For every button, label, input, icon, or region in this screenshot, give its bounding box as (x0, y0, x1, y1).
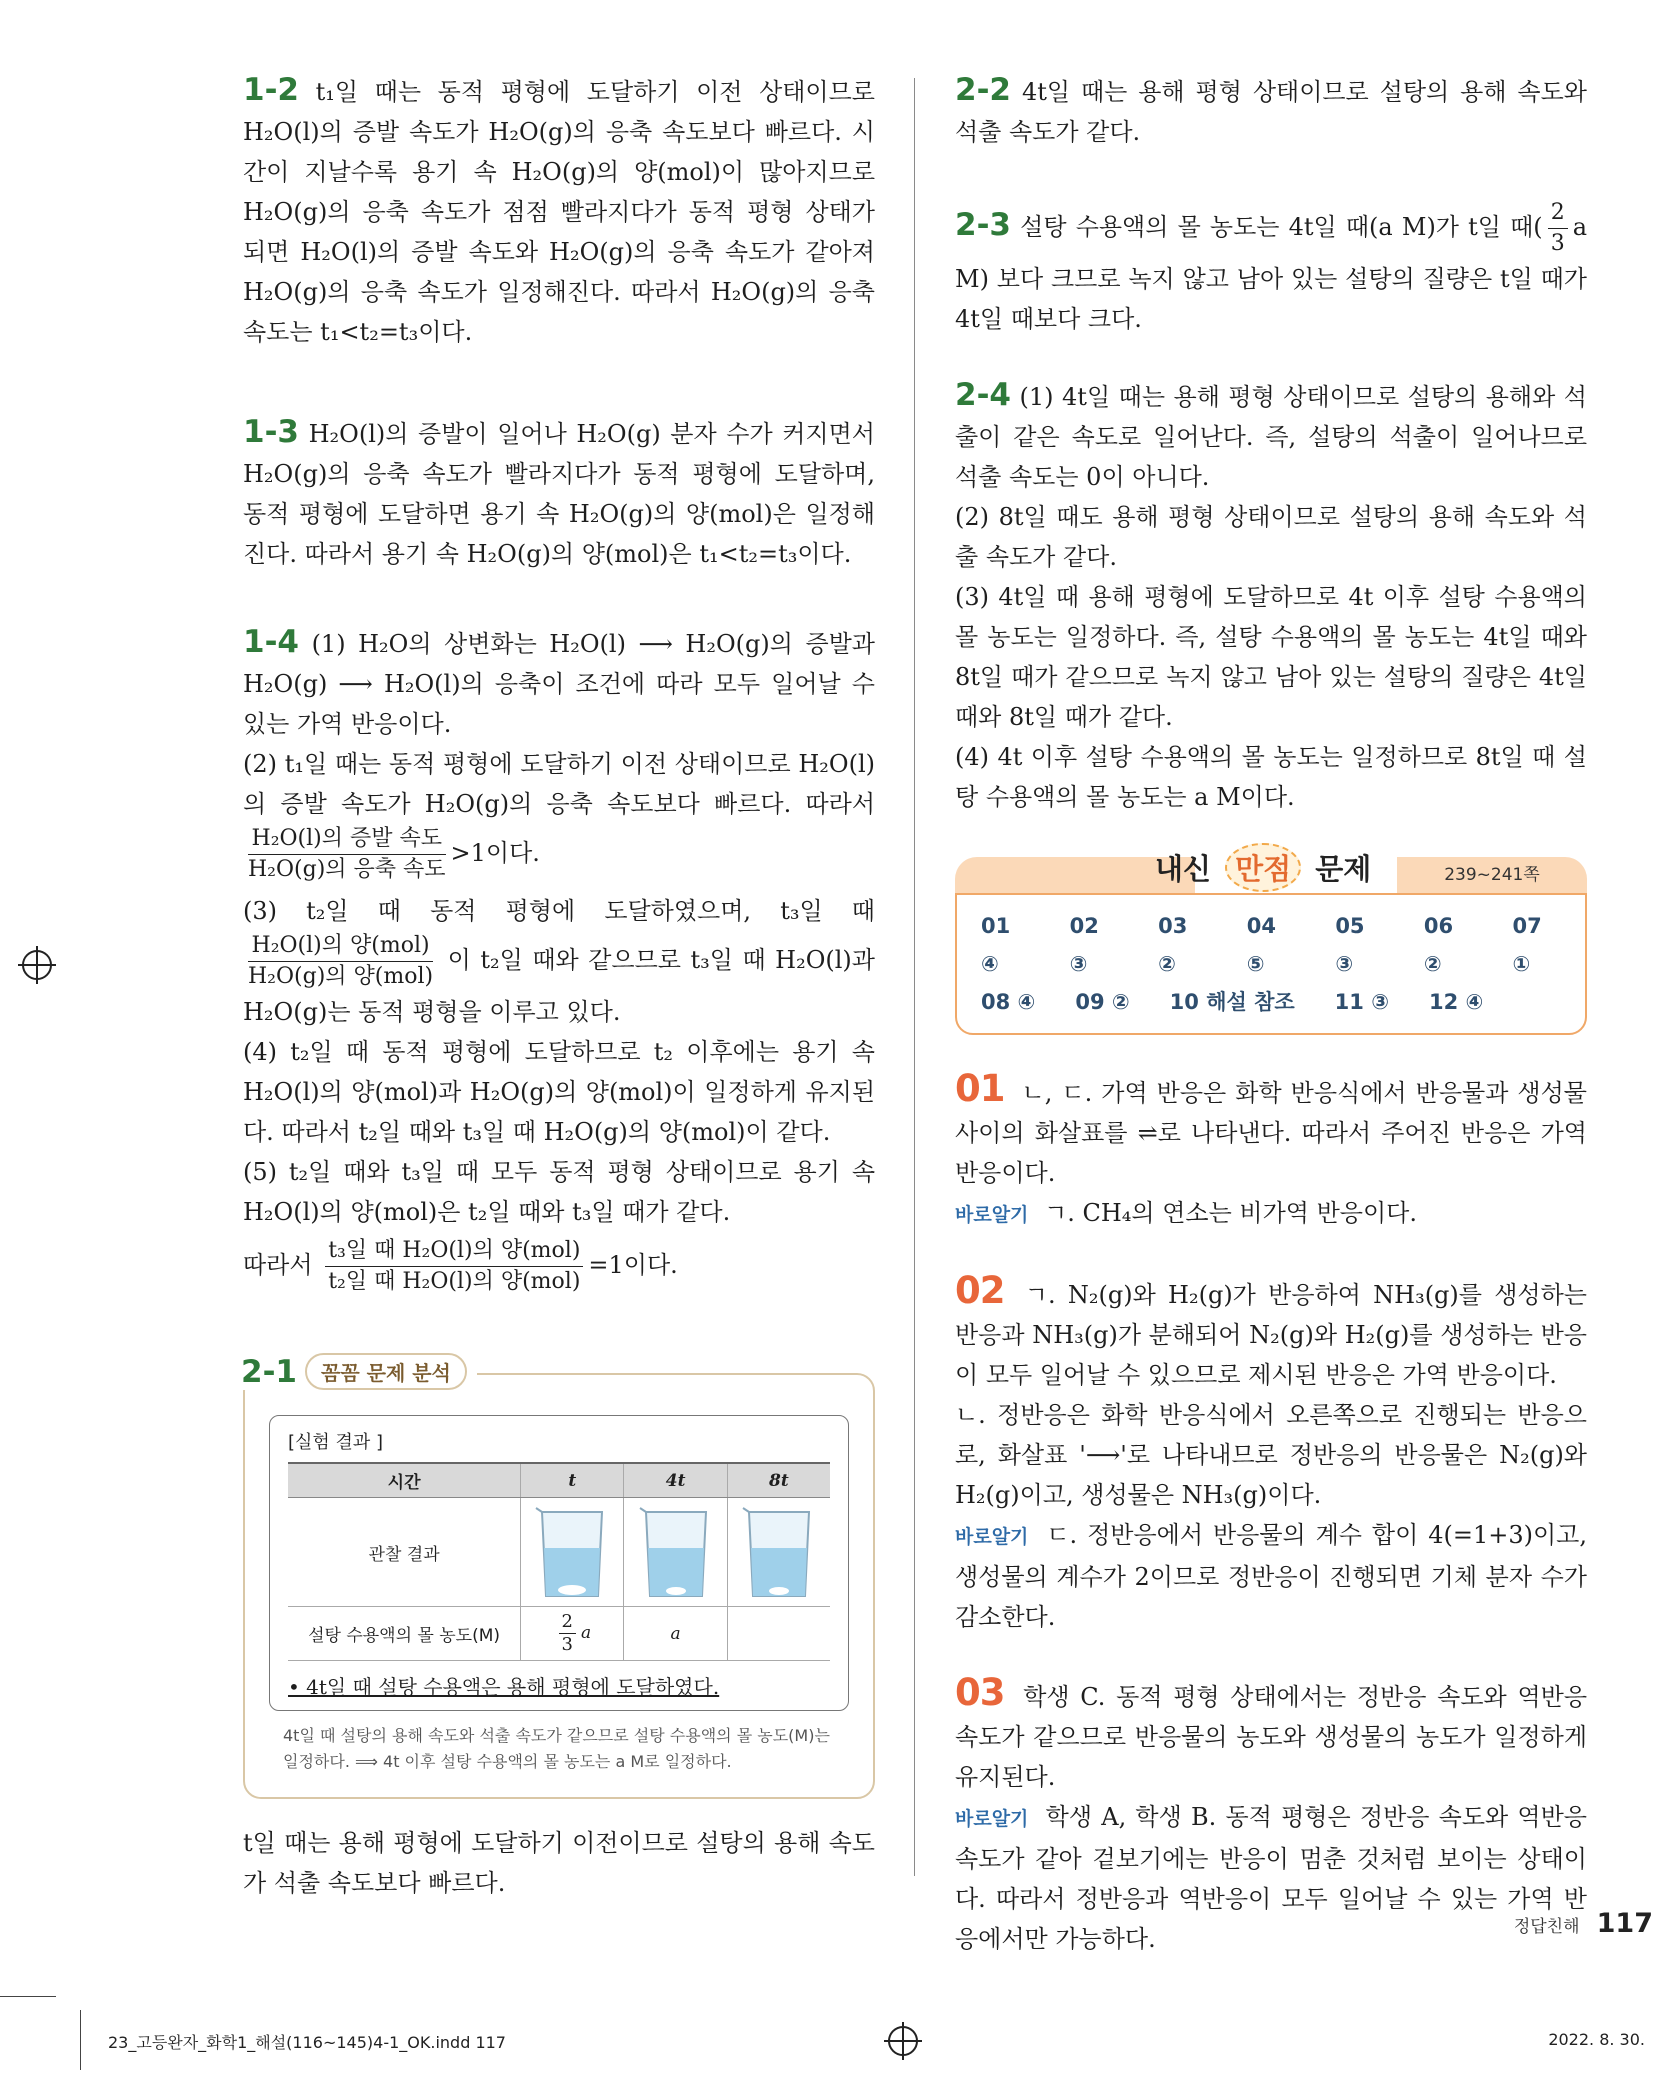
experiment-results (269, 1415, 849, 1711)
item-number: 1-4 (243, 624, 300, 660)
table-header: t (521, 1463, 624, 1498)
beaker-image (636, 1502, 716, 1602)
correction-label: 바로알기 (955, 1204, 1029, 1226)
table-header: 8t (727, 1463, 830, 1498)
answer-item: 03 ② (1158, 914, 1188, 976)
experiment-note: • 4t일 때 설탕 수용액은 용해 평형에 도달하였다. (288, 1675, 720, 1699)
answer-text: =1이다. (588, 1251, 678, 1279)
fraction (559, 1611, 576, 1656)
analysis-header (241, 1353, 477, 1390)
fraction-numerator: H₂O(l)의 증발 속도 (248, 824, 446, 855)
table-cell (727, 1607, 830, 1661)
answer-text: (3) 4t일 때 용해 평형에 도달하므로 4t 이후 설탕 수용액의 몰 농도는 일정하다. 즉, 설탕 수용액의 몰 농도는 4t일 때와 8t일 때가 같으므로 녹지 않고 남아 있는 설탕의 질량은 4t일 때와 8t일 때가 같다. (955, 583, 1587, 731)
beaker-image (739, 1502, 819, 1602)
fraction-denominator: H₂O(g)의 응축 속도 (248, 857, 446, 882)
question-03 (955, 1673, 1587, 1959)
footer-label: 정답친해 (1513, 1917, 1580, 1937)
answer-key-tab (955, 852, 1587, 893)
question-number: 01 (955, 1067, 1005, 1110)
answer-text: t₁일 때는 동적 평형에 도달하기 이전 상태이므로 H₂O(l)의 증발 속도가 H₂O(g)의 응축 속도보다 빠르다. 시간이 지날수록 용기 속 H₂O(g)의 양(mol)이 많아지므로 H₂O(g)의 응축 속도가 점점 빨라지다가 동적 평형 상태가 되면 H₂O(l)의 증발 속도와 H₂O(g)의 응축 속도가 같아져 H₂O(g)의 응축 속도가 일정해진다. 따라서 H₂O(g)의 응축 속도는 t₁<t₂=t₃이다. (243, 78, 875, 346)
answer-text: H₂O(l)의 증발이 일어나 H₂O(g) 분자 수가 커지면서 H₂O(g)의 응축 속도가 빨라지다가 동적 평형에 도달하며, 동적 평형에 도달하면 용기 속 H₂O(g)의 양(mol)은 일정해진다. 따라서 용기 속 H₂O(g)의 양(mol)은 t₁<t₂=t₃이다. (243, 420, 875, 568)
answer-2-1 (241, 1353, 875, 1903)
answer-text: (4) 4t 이후 설탕 수용액의 몰 농도는 일정하므로 8t일 때 설탕 수용액의 몰 농도는 a M이다. (955, 743, 1587, 811)
experiment-title: [실험 결과 ] (288, 1432, 384, 1453)
answer-item: 10 해설 참조 (1169, 990, 1295, 1014)
question-01 (955, 1069, 1587, 1235)
answer-text: (3) t₂일 때 동적 평형에 도달하였으며, t₃일 때 (243, 897, 875, 925)
table-cell (521, 1607, 624, 1661)
item-number: 2-4 (955, 377, 1012, 413)
fraction-denominator: 3 (561, 1634, 573, 1655)
fraction-numerator: 2 (1548, 198, 1568, 229)
row-label: 설탕 수용액의 몰 농도(M) (288, 1607, 521, 1661)
correction-text: ㄱ. CH₄의 연소는 비가역 반응이다. (1044, 1199, 1417, 1227)
item-number: 2-1 (241, 1353, 298, 1390)
answer-text: (4) t₂일 때 동적 평형에 도달하므로 t₂ 이후에는 용기 속 H₂O(l)의 양(mol)과 H₂O(g)의 양(mol)이 일정하게 유지된다. 따라서 t₂일 때와 t₃일 때 H₂O(g)의 양(mol)이 같다. (243, 1038, 875, 1146)
answer-key-body (955, 893, 1587, 1035)
answer-2-4 (955, 375, 1587, 817)
title-text: 문제 (1315, 852, 1372, 886)
row-label: 관찰 결과 (288, 1498, 521, 1607)
correction-label: 바로알기 (955, 1808, 1029, 1830)
item-number: 1-2 (243, 72, 300, 108)
answer-item: 04 ⑤ (1246, 914, 1276, 976)
item-number: 2-2 (955, 72, 1012, 108)
title-text: 내신 (1155, 852, 1212, 886)
answer-row (981, 907, 1561, 983)
answer-text: 따라서 (243, 1251, 313, 1279)
fraction-numerator: 2 (559, 1611, 576, 1634)
answer-text: (1) 4t일 때는 용해 평형 상태이므로 설탕의 용해와 석출이 같은 속도로 일어난다. 즉, 설탕의 석출이 일어나므로 석출 속도는 0이 아니다. (955, 383, 1587, 491)
answer-text: 설탕 수용액의 몰 농도는 4t일 때(a M)가 t일 때( (1020, 213, 1543, 241)
registration-mark-icon (22, 950, 52, 980)
fraction-denominator: 3 (1550, 231, 1565, 256)
column-divider (914, 78, 915, 1876)
answer-2-3 (955, 198, 1587, 339)
fraction-numerator: H₂O(l)의 양(mol) (248, 931, 433, 962)
beaker-cell (727, 1498, 830, 1607)
beaker-cell (624, 1498, 727, 1607)
answer-text: >1이다. (450, 839, 540, 867)
answer-text: a M) 보다 크므로 녹지 않고 남아 있는 설탕의 질량은 t일 때가 4t일 때보다 크다. (955, 213, 1587, 333)
analysis-box (241, 1353, 875, 1799)
answer-2-2 (955, 70, 1587, 152)
fraction-numerator: t₃일 때 H₂O(l)의 양(mol) (325, 1236, 583, 1267)
answer-text: t일 때는 용해 평형에 도달하기 이전이므로 설탕의 용해 속도가 석출 속도보다 빠르다. (243, 1829, 875, 1897)
table-header: 시간 (288, 1463, 521, 1498)
table-row (288, 1607, 830, 1661)
page-range: 239~241쪽 (1397, 857, 1587, 893)
table-cell: a (624, 1607, 727, 1661)
answer-text: ㄱ. N₂(g)와 H₂(g)가 반응하여 NH₃(g)를 생성하는 반응과 NH₃(g)가 분해되어 N₂(g)와 H₂(g)를 생성하는 반응이 모두 일어날 수 있으므로 제시된 반응은 가역 반응이다. (955, 1281, 1587, 1389)
title-highlight: 만점 (1225, 843, 1301, 892)
page-footer (1514, 1908, 1653, 1939)
answer-text: (2) 8t일 때도 용해 평형 상태이므로 설탕의 용해 속도와 석출 속도가 같다. (955, 503, 1587, 571)
item-number: 2-3 (955, 207, 1012, 243)
correction-label: 바로알기 (955, 1526, 1029, 1548)
page-number: 117 (1596, 1908, 1653, 1939)
answer-text: (5) t₂일 때와 t₃일 때 모두 동적 평형 상태이므로 용기 속 H₂O(l)의 양(mol)은 t₂일 때와 t₃일 때가 같다. (243, 1158, 875, 1226)
answer-text: 4t일 때는 용해 평형 상태이므로 설탕의 용해 속도와 석출 속도가 같다. (955, 78, 1587, 146)
question-number: 02 (955, 1269, 1005, 1312)
beaker-cell (521, 1498, 624, 1607)
answer-item: 02 ③ (1069, 914, 1099, 976)
answer-item: 08 ④ (981, 990, 1036, 1014)
answer-row (981, 983, 1561, 1021)
answer-text: (2) t₁일 때는 동적 평형에 도달하기 이전 상태이므로 H₂O(l)의 증발 속도가 H₂O(g)의 응축 속도보다 빠르다. 따라서 (243, 750, 875, 818)
answer-key-box (955, 852, 1587, 1035)
crop-mark (0, 1996, 56, 1997)
print-date: 2022. 8. 30. (1548, 2030, 1645, 2049)
registration-mark-icon (888, 2026, 918, 2056)
answer-item: 11 ③ (1334, 990, 1389, 1014)
right-column (955, 70, 1587, 1995)
answer-key-title (1155, 843, 1371, 892)
answer-item: 06 ② (1423, 914, 1454, 976)
answer-1-2 (243, 70, 875, 352)
answer-item: 09 ② (1075, 990, 1130, 1014)
table-row (288, 1498, 830, 1607)
left-column (243, 70, 875, 1903)
results-table (288, 1462, 830, 1661)
variable: a (580, 1623, 592, 1643)
answer-item: 12 ④ (1428, 990, 1484, 1014)
answer-item: 01 ④ (981, 914, 1011, 976)
correction-text: ㄷ. 정반응에서 반응물의 계수 합이 4(=1+3)이고, 생성물의 계수가 2이므로 정반응이 진행되면 기체 분자 수가 감소한다. (955, 1521, 1587, 1631)
answer-text: (1) H₂O의 상변화는 H₂O(l) ⟶ H₂O(g)의 증발과 H₂O(g) ⟶ H₂O(l)의 응축이 조건에 따라 모두 일어날 수 있는 가역 반응이다. (243, 630, 875, 738)
answer-1-3 (243, 412, 875, 574)
item-number: 1-3 (243, 414, 300, 450)
fraction (248, 824, 446, 885)
answer-item: 05 ③ (1335, 914, 1365, 976)
answer-text: ㄴ, ㄷ. 가역 반응은 화학 반응식에서 반응물과 생성물 사이의 화살표를 ⇌로 나타낸다. 따라서 주어진 반응은 가역 반응이다. (955, 1079, 1587, 1187)
answer-text: 학생 C. 동적 평형 상태에서는 정반응 속도와 역반응 속도가 같으므로 반응물의 농도와 생성물의 농도가 일정하게 유지된다. (955, 1683, 1587, 1791)
explanation-note: 4t일 때 설탕의 용해 속도와 석출 속도가 같으므로 설탕 수용액의 몰 농도(M)는 일정하다. ⟹ 4t 이후 설탕 수용액의 몰 농도는 a M로 일정하다. (283, 1726, 830, 1771)
crop-mark (80, 2010, 81, 2070)
analysis-tag: 꼼꼼 문제 분석 (305, 1353, 467, 1390)
correction-text: 학생 A, 학생 B. 동적 평형은 정반응 속도와 역반응 속도가 같아 겉보기에는 반응이 멈춘 것처럼 보이는 상태이다. 따라서 정반응과 역반응이 모두 일어날 수 있는 가역 반응에서만 가능하다. (955, 1803, 1587, 1953)
table-header: 4t (624, 1463, 727, 1498)
table-header-row (288, 1463, 830, 1498)
answer-1-4 (243, 622, 875, 1297)
beaker-image (532, 1502, 612, 1602)
answer-text: 이 t₂일 때와 같으므로 t₃일 때 H₂O(l)과 H₂O(g)는 동적 평형을 이루고 있다. (243, 946, 875, 1026)
question-number: 03 (955, 1671, 1005, 1714)
question-02 (955, 1271, 1587, 1637)
file-slug: 23_고등완자_화학1_해설(116~145)4-1_OK.indd 117 (108, 2033, 506, 2052)
fraction-denominator: H₂O(g)의 양(mol) (248, 964, 434, 989)
fraction (325, 1236, 583, 1297)
fraction-denominator: t₂일 때 H₂O(l)의 양(mol) (328, 1269, 581, 1294)
answer-text: ㄴ. 정반응은 화학 반응식에서 오른쪽으로 진행되는 반응으로, 화살표 '⟶'로 나타내므로 정반응의 반응물은 N₂(g)와 H₂(g)이고, 생성물은 NH₃(g)이다. (955, 1401, 1587, 1509)
answer-item: 07 ① (1512, 914, 1542, 976)
fraction (1548, 198, 1568, 259)
fraction (248, 931, 433, 992)
